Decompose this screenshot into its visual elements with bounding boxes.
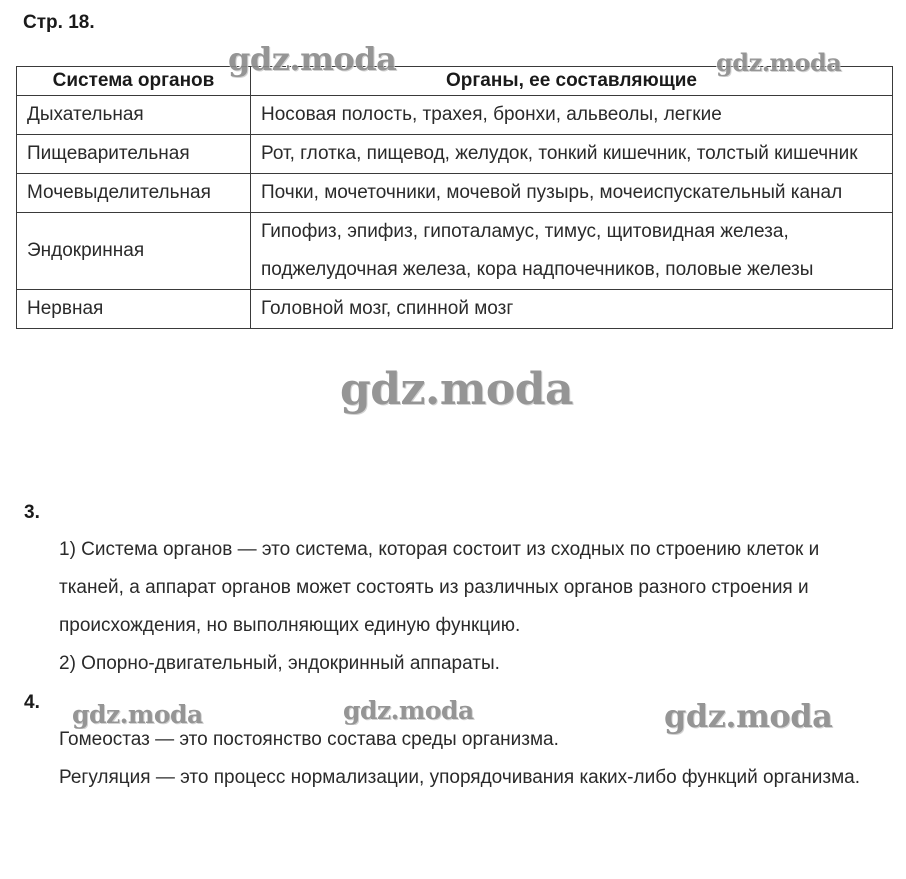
system-cell: Дыхательная bbox=[17, 96, 251, 135]
watermark: gdz.moda bbox=[72, 700, 203, 729]
organs-cell: Носовая полость, трахея, бронхи, альвеолы, легкие bbox=[251, 96, 893, 135]
definition-homeostasis: Гомеостаз — это постоянство состава среды организма. bbox=[59, 729, 559, 750]
section-3-text bbox=[59, 531, 889, 683]
page-reference: Стр. 18. bbox=[23, 12, 95, 33]
watermark: gdz.moda bbox=[228, 40, 397, 78]
watermark: gdz.moda bbox=[340, 364, 574, 415]
column-header-system: Система органов bbox=[17, 67, 251, 96]
system-cell: Пищеварительная bbox=[17, 135, 251, 174]
organs-cell: Почки, мочеточники, мочевой пузырь, мочеиспускательный канал bbox=[251, 174, 893, 213]
organs-cell: Рот, глотка, пищевод, желудок, тонкий кишечник, толстый кишечник bbox=[251, 135, 893, 174]
organ-systems-table bbox=[16, 66, 893, 329]
organs-cell: Головной мозг, спинной мозг bbox=[251, 290, 893, 329]
watermark: gdz.moda bbox=[716, 48, 842, 77]
section-number-4: 4. bbox=[24, 692, 40, 713]
answer-item-2: 2) Опорно-двигательный, эндокринный аппараты. bbox=[59, 653, 500, 674]
section-number-3: 3. bbox=[24, 502, 40, 523]
answer-item-1: 1) Система органов — это система, которая состоит из сходных по строению клеток и тканей, а аппарат органов может состоять из различных органов разного строения и происхождения, но выполняющих единую функцию. bbox=[59, 539, 820, 636]
definition-regulation: Регуляция — это процесс нормализации, упорядочивания каких-либо функций организма. bbox=[59, 767, 860, 788]
watermark: gdz.moda bbox=[664, 697, 833, 735]
table-row bbox=[17, 290, 893, 329]
table-row bbox=[17, 135, 893, 174]
system-cell: Мочевыделительная bbox=[17, 174, 251, 213]
table-row bbox=[17, 96, 893, 135]
organs-cell: Гипофиз, эпифиз, гипоталамус, тимус, щитовидная железа, поджелудочная железа, кора надпочечников, половые железы bbox=[251, 213, 893, 290]
system-cell: Эндокринная bbox=[17, 213, 251, 290]
column-header-organs: Органы, ее составляющие bbox=[251, 67, 893, 96]
table-row bbox=[17, 213, 893, 290]
system-cell: Нервная bbox=[17, 290, 251, 329]
table-row bbox=[17, 174, 893, 213]
watermark: gdz.moda bbox=[343, 696, 474, 725]
